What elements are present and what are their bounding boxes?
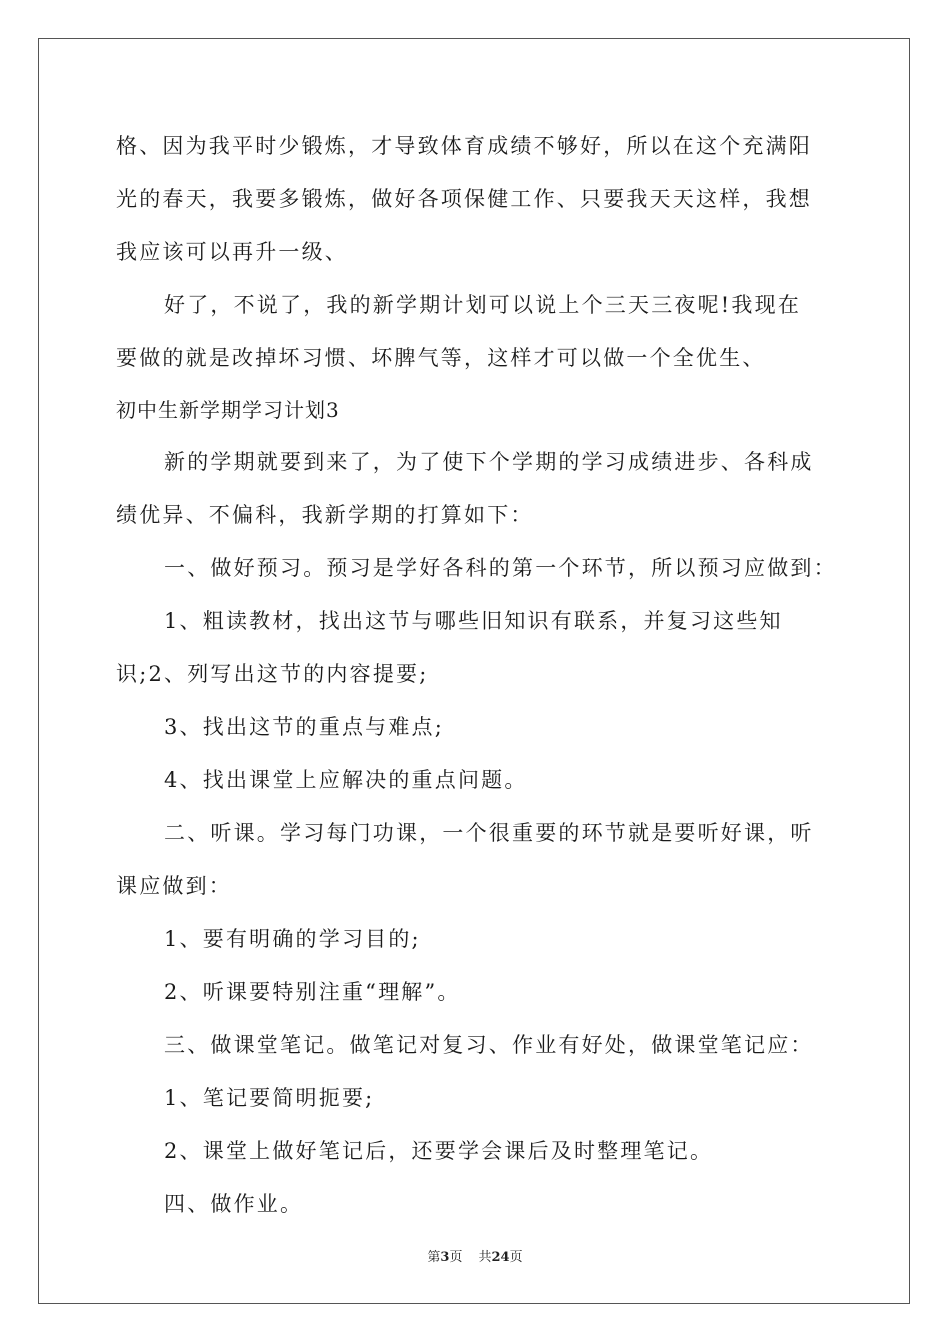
section-heading: 初中生新学期学习计划3 — [116, 398, 340, 422]
paragraph-line: 1、要有明确的学习目的; — [164, 927, 421, 951]
page-prefix: 第 — [427, 1250, 441, 1265]
text-line: 识;2、列写出这节的内容提要; — [116, 662, 429, 686]
total-suffix: 页 — [509, 1250, 523, 1265]
paragraph-line: 四、做作业。 — [164, 1192, 304, 1216]
total-prefix: 共 — [478, 1250, 492, 1265]
paragraph-line: 2、听课要特别注重“理解”。 — [164, 980, 461, 1004]
paragraph-line: 二、听课。学习每门功课，一个很重要的环节就是要听好课，听 — [164, 821, 814, 845]
paragraph-line: 新的学期就要到来了，为了使下个学期的学习成绩进步、各科成 — [164, 450, 814, 474]
text-line: 绩优异、不偏科，我新学期的打算如下： — [116, 503, 534, 527]
text-line: 光的春天，我要多锻炼，做好各项保健工作、只要我天天这样，我想 — [116, 187, 812, 211]
page-number: 3 — [440, 1250, 450, 1265]
text-line: 我应该可以再升一级、 — [116, 240, 348, 264]
paragraph-line: 三、做课堂笔记。做笔记对复习、作业有好处，做课堂笔记应： — [164, 1033, 814, 1057]
text-line: 课应做到： — [116, 874, 232, 898]
paragraph-line: 3、找出这节的重点与难点; — [164, 715, 445, 739]
page-suffix: 页 — [449, 1250, 463, 1265]
paragraph-line: 1、笔记要简明扼要; — [164, 1086, 375, 1110]
page-footer — [0, 1246, 950, 1265]
paragraph-line: 2、课堂上做好笔记后，还要学会课后及时整理笔记。 — [164, 1139, 714, 1163]
paragraph-line: 好了，不说了，我的新学期计划可以说上个三天三夜呢!我现在 — [164, 293, 802, 317]
paragraph-line: 4、找出课堂上应解决的重点问题。 — [164, 768, 528, 792]
text-line: 要做的就是改掉坏习惯、坏脾气等，这样才可以做一个全优生、 — [116, 346, 766, 370]
paragraph-line: 1、粗读教材，找出这节与哪些旧知识有联系，并复习这些知 — [164, 609, 783, 633]
paragraph-line: 一、做好预习。预习是学好各科的第一个环节，所以预习应做到： — [164, 556, 837, 580]
total-pages: 24 — [491, 1250, 510, 1265]
text-line: 格、因为我平时少锻炼，才导致体育成绩不够好，所以在这个充满阳 — [116, 134, 812, 158]
